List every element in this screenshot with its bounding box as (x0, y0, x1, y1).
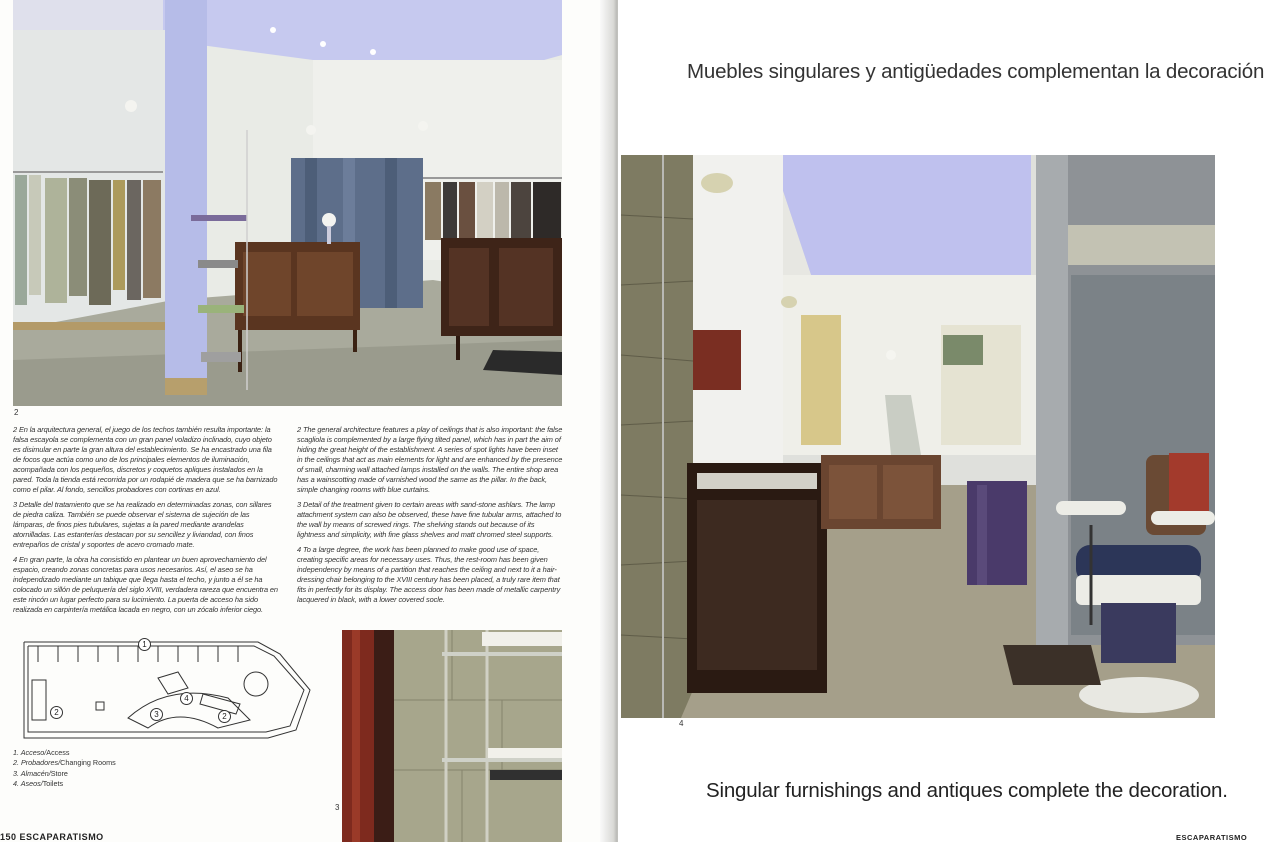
caption-spanish (13, 425, 279, 620)
photo-barber-chair-label: 4 (679, 719, 684, 728)
photo-shop-interior (13, 0, 562, 406)
plan-marker-1: 1 (138, 638, 151, 651)
photo-barber-chair (621, 155, 1215, 718)
left-page (0, 0, 612, 842)
headline-english: Singular furnishings and antiques complete the decoration. (706, 779, 1228, 802)
photo-stone-detail (342, 630, 562, 842)
plan-marker-3: 3 (150, 708, 163, 721)
legend-item-store: 3. Almacén/Store (13, 768, 68, 778)
headline-spanish: Muebles singulares y antigüedades complementan la decoración (687, 60, 1264, 83)
caption-es-3: 3 Detalle del tratamiento que se ha realizado en determinadas zonas, con sillares de piedra caliza. También se puede observar el sistema de sujeción de las lámparas, de finos pies tubulares, sujetas a la pared mediante arandelas atornilladas. Las estanterías destacan por su sencillez y liviandad, con finos entrepaños de cristal y soportes de acero cromado mate. (13, 500, 272, 549)
caption-en-4: 4 To a large degree, the work has been planned to make good use of space, creating specific areas for necessary uses. Thus, the rest-room has been given independency by means of a partition that reaches the ceiling and next to it a hair-dressing chair belonging to the XVIII century has been placed, a truly rare item that fits in perfectly for its display. The access door has been made of metallic carpentry lacquered in black, with a lower covered socle. (297, 545, 561, 604)
photo-shop-interior-label: 2 (14, 408, 19, 417)
legend-item-access: 1. Acceso/Access (13, 748, 70, 757)
floor-plan (18, 632, 318, 744)
folio-left: 150 ESCAPARATISMO (0, 832, 104, 842)
caption-en-3: 3 Detail of the treatment given to certain areas with sand-stone ashlars. The lamp attachment system can also be observed, these have fine tubular arms, attached to the wall by means of screwed rings. The shelving stands out because of its lightness and simplicity, with fine glass shelves and matt chromed steel supports. (297, 500, 562, 539)
photo-stone-detail-label: 3 (335, 803, 340, 812)
legend-item-changing-rooms: 2. Probadores/Changing Rooms (13, 758, 116, 768)
caption-en-2: 2 The general architecture features a play of ceilings that is also important: the false scagliola is complemented by a large flying tilted panel, which has in part the aim of hiding the great height of the establishment. A series of spot lights have been inset in the ceilings that act as main elements for light and are enhanced by the presence of small, charming wall attached lamps installed on the walls. The entire shop area has a wainscotting made of varnished wood the same as the pillar. In the back, simple changing rooms with blue curtains. (297, 425, 563, 494)
caption-es-2: 2 En la arquitectura general, el juego de los techos también resulta importante: la falsa escayola se complementa con un gran panel voladizo inclinado, cuyo objeto es disimular en parte la gran altura del establecimiento. Se ha encastrado una fila de focos que actúa como uno de los principales elementos de iluminación, acompañada con los pequeños, discretos y coquetos apliques instalados en la pared. Toda la tienda está recorrida por un rodapié de madera que se ha barnizado como el pilar. Al fondo, sencillos probadores con cortinas en azul. (13, 425, 278, 494)
caption-english (297, 425, 563, 610)
plan-marker-4: 4 (180, 692, 193, 705)
caption-es-4: 4 En gran parte, la obra ha consistido en plantear un buen aprovechamiento del espacio, creando zonas concretas para usos necesarios. Así, el aseo se ha independizado mediante un tabique que llega hasta el techo, y junto a él se ha colocado un sillón de peluquería del siglo XVIII, verdadera rareza que encuentra en este rincón un lugar perfecto para su lucimiento. La puerta de acceso ha sido realizada en carpintería metálica lacada en negro, con un zócalo inferior ciego. (13, 555, 278, 614)
folio-right: ESCAPARATISMO (1176, 833, 1248, 842)
plan-marker-2b: 2 (218, 710, 231, 723)
plan-marker-2a: 2 (50, 706, 63, 719)
plan-legend (13, 748, 116, 790)
legend-item-toilets: 4. Aseos/Toilets (13, 779, 64, 789)
